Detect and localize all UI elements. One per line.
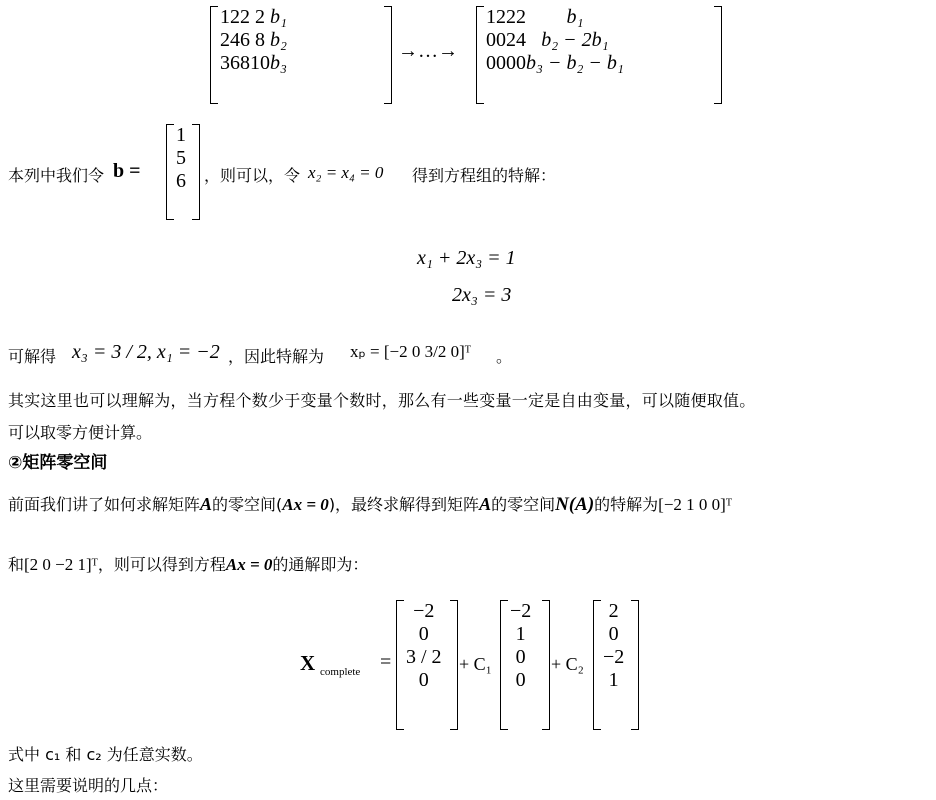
matrix-cell: b₂ − 2b₁ — [541, 29, 609, 51]
vector-cell: 0 — [515, 646, 526, 668]
matrix-cell: 0 — [496, 52, 506, 74]
nullspace-text: 和 — [8, 555, 25, 574]
matrix-cell: b₁ — [566, 6, 584, 28]
null-space-symbol: N(A) — [555, 494, 595, 515]
vector-cell: 5 — [176, 147, 186, 169]
vector-cell: 2 — [608, 600, 619, 622]
matrix-cell: b₂ — [270, 29, 287, 51]
matrix-cell: 0 — [516, 52, 526, 74]
equals-sign: = — [380, 651, 392, 673]
b-vector — [166, 124, 200, 220]
special-solution-2: [2 0 −2 1]ᵀ — [24, 555, 98, 574]
x-complete-subscript: complete — [320, 666, 361, 678]
vector-cell: −2 — [413, 600, 435, 622]
vector-cell: −2 — [603, 646, 625, 668]
nullspace-text: ，则可以得到方程 — [97, 555, 226, 574]
condition-formula: x₂ = x₄ = 0 — [308, 163, 384, 182]
paragraph-line-1: 其实这里也可以理解为，当方程个数少于变量个数时，那么有一些变量一定是自由变量，可以随便取值。 — [8, 391, 756, 410]
vector-cell: 0 — [418, 669, 429, 691]
matrix-cell: 6 — [230, 52, 240, 74]
matrix-cell: 2 — [255, 6, 265, 28]
matrix-cell: 2 — [240, 6, 250, 28]
matrix-cell: 8 — [240, 52, 250, 74]
reduction-arrow: →…→ — [398, 40, 458, 62]
plus-c1: + C₁ — [459, 654, 492, 674]
matrix-cell: 2 — [516, 6, 526, 28]
footer-line-1: 式中 c₁ 和 c₂ 为任意实数。 — [8, 745, 203, 764]
matrix-A-symbol: A — [200, 494, 213, 514]
nullspace-line-1 — [8, 492, 732, 516]
b-label: b = — [113, 160, 141, 182]
section-heading: ②矩阵零空间 — [8, 453, 108, 473]
null-vector-2 — [593, 600, 639, 730]
equation-1: x₁ + 2x₃ = 1 — [417, 247, 516, 269]
nullspace-text: 的零空间( — [212, 495, 283, 514]
matrix-cell: 0 — [506, 52, 516, 74]
matrix-cell: 3 — [220, 52, 230, 74]
matrix-cell: 1 — [486, 6, 496, 28]
matrix-cell: 10 — [250, 52, 270, 74]
nullspace-text: 的特解为 — [594, 495, 659, 514]
vector-cell: 1 — [515, 623, 526, 645]
plus-c2: + C₂ — [551, 654, 584, 674]
particular-solution: xₚ = [−2 0 3/2 0]ᵀ — [350, 342, 471, 361]
solution-mid: ，因此特解为 — [228, 347, 325, 366]
matrix-cell: 4 — [516, 29, 526, 51]
matrix-cell: 2 — [496, 6, 506, 28]
matrix-cell: 8 — [255, 29, 265, 51]
vector-cell: 3 / 2 — [406, 646, 442, 668]
nullspace-text: 的通解即为： — [272, 555, 369, 574]
solution-values: x₃ = 3 / 2, x₁ = −2 — [72, 341, 220, 363]
vector-cell: 0 — [515, 669, 526, 691]
vector-cell: 0 — [418, 623, 429, 645]
footer-line-2: 这里需要说明的几点： — [8, 776, 169, 795]
x-complete-symbol: X — [300, 651, 316, 675]
augmented-matrix-left — [210, 6, 392, 104]
matrix-cell: 1 — [220, 6, 230, 28]
vector-cell: 6 — [176, 170, 186, 192]
matrix-cell: 2 — [506, 6, 516, 28]
matrix-cell: 0 — [486, 52, 496, 74]
matrix-cell: 0 — [496, 29, 506, 51]
solution-end: 。 — [496, 347, 513, 366]
nullspace-line-2 — [8, 552, 368, 575]
matrix-cell: 2 — [506, 29, 516, 51]
matrix-A-symbol: A — [479, 494, 492, 514]
vector-cell: 0 — [608, 623, 619, 645]
matrix-cell: 2 — [230, 6, 240, 28]
matrix-cell: 0 — [486, 29, 496, 51]
particular-vector — [396, 600, 458, 730]
augmented-matrix-right — [476, 6, 722, 104]
example-b-suffix-2: 得到方程组的特解： — [412, 166, 557, 185]
nullspace-text: 前面我们讲了如何求解矩阵 — [8, 495, 201, 514]
nullspace-text: )，最终求解得到矩阵 — [328, 495, 480, 514]
matrix-cell: b₁ — [270, 6, 287, 28]
matrix-cell: 4 — [230, 29, 240, 51]
solution-prefix: 可解得 — [8, 347, 57, 366]
equation-Ax-0: Ax = 0 — [225, 555, 273, 574]
example-b-prefix: 本列中我们令 — [8, 166, 105, 185]
matrix-cell: 2 — [220, 29, 230, 51]
example-b-suffix-1: ，则可以，令 — [204, 166, 301, 185]
special-solution-1: [−2 1 0 0]ᵀ — [658, 495, 732, 514]
equation-2: 2x₃ = 3 — [452, 284, 512, 306]
matrix-cell: b₃ — [270, 52, 287, 74]
matrix-cell: 6 — [240, 29, 250, 51]
vector-cell: −2 — [510, 600, 532, 622]
equation-Ax-0: Ax = 0 — [282, 495, 329, 514]
nullspace-text: 的零空间 — [491, 495, 556, 514]
null-vector-1 — [500, 600, 550, 730]
vector-cell: 1 — [608, 669, 619, 691]
vector-cell: 1 — [176, 124, 186, 146]
paragraph-line-2: 可以取零方便计算。 — [8, 423, 153, 442]
matrix-cell: b₃ − b₂ − b₁ — [526, 52, 624, 74]
